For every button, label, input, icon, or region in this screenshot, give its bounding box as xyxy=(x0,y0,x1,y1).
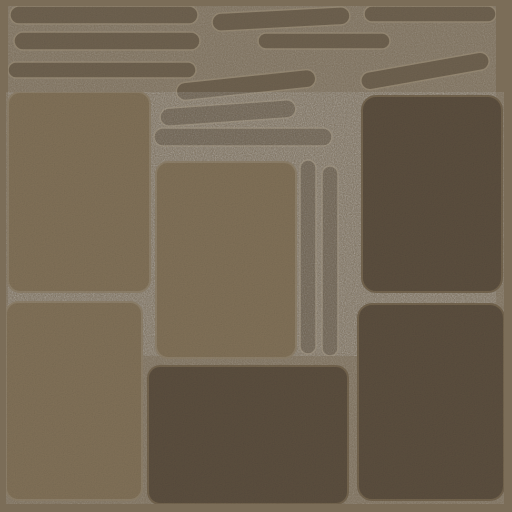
stone-tile xyxy=(358,304,504,500)
stone-tile xyxy=(362,96,502,292)
stone-tile xyxy=(8,92,150,292)
plank xyxy=(10,6,198,24)
plank xyxy=(258,33,390,49)
plank xyxy=(154,128,332,146)
plank xyxy=(364,6,496,22)
plank xyxy=(14,32,200,50)
stone-tile xyxy=(156,162,296,358)
stone-tile xyxy=(6,302,142,500)
plank xyxy=(300,160,316,354)
plank xyxy=(8,62,196,78)
plank xyxy=(322,166,338,356)
stone-tile xyxy=(148,366,348,504)
